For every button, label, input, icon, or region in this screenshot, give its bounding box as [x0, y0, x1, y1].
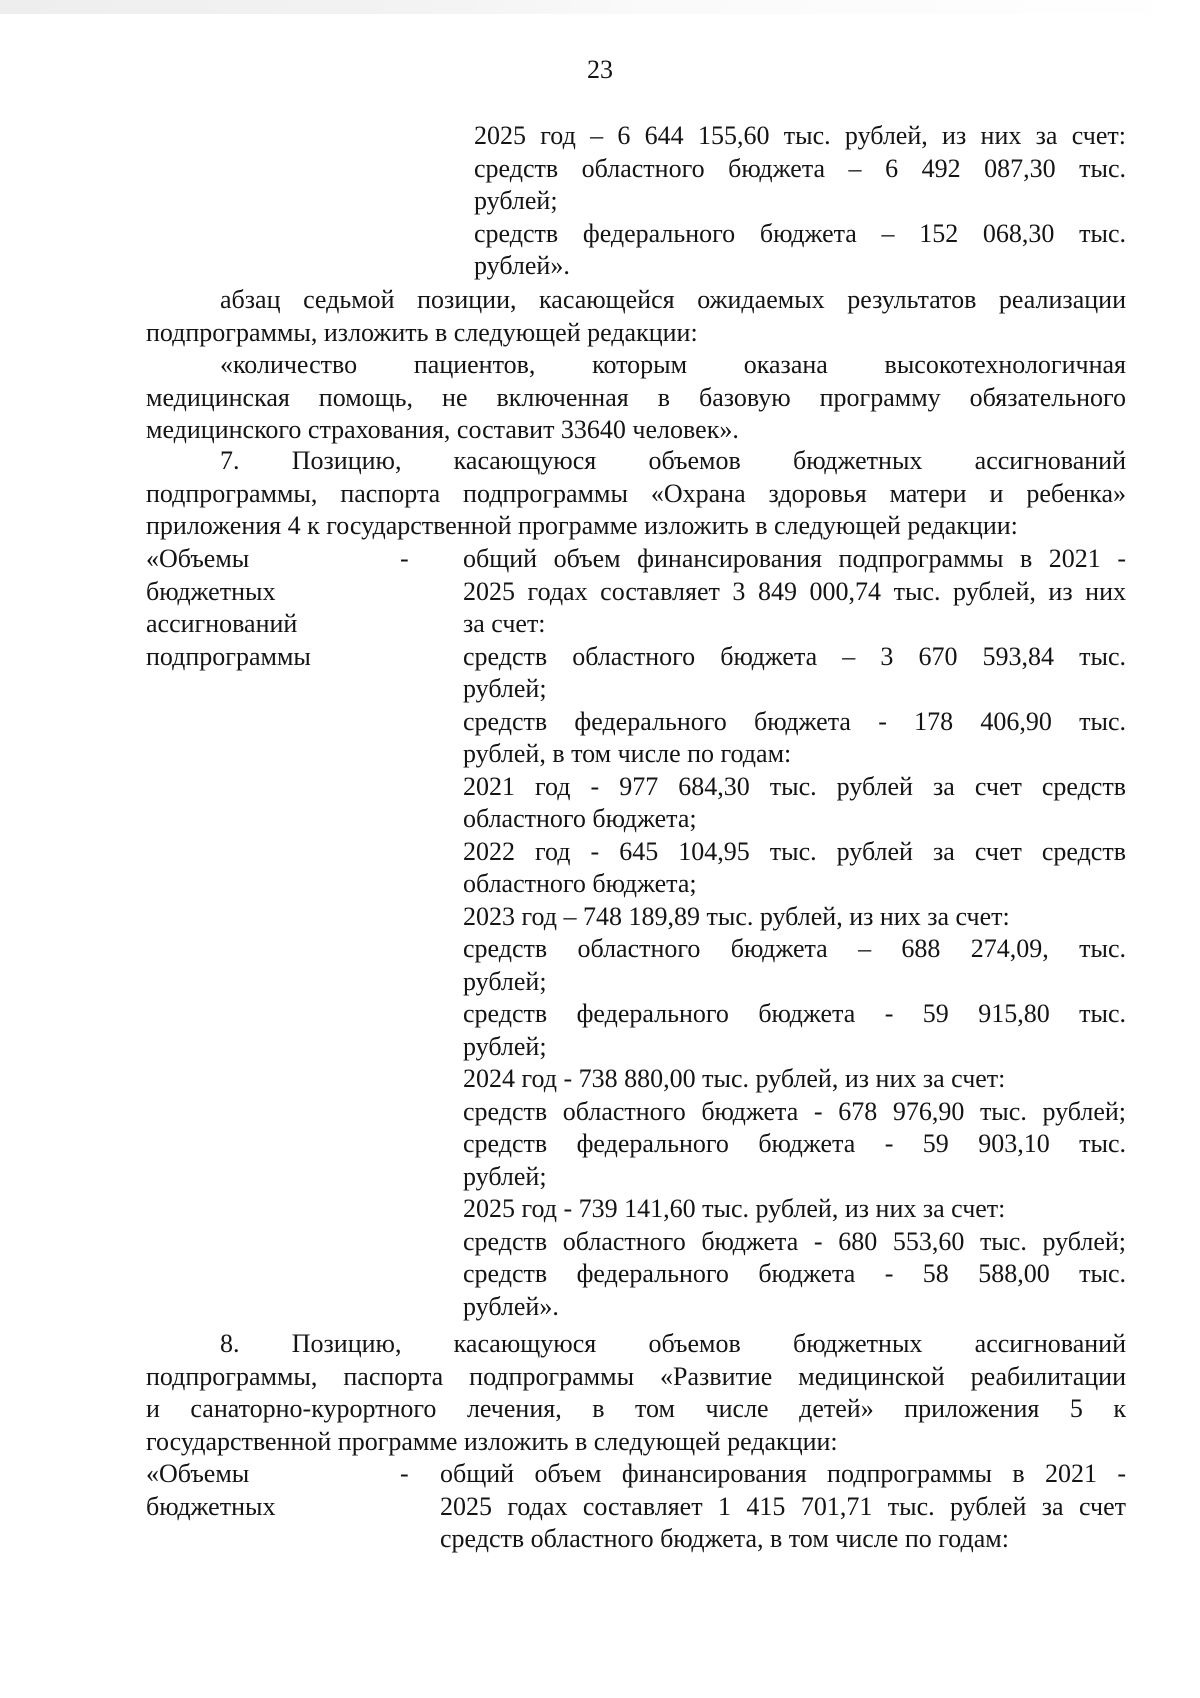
item-8-dash: -: [400, 1459, 409, 1488]
text-line: подпрограммы, паспорта подпрограммы «Развитие медицинской реабилитации: [146, 1361, 1126, 1391]
value-line: средств федерального бюджета - 58 588,00 тыс.: [463, 1259, 1126, 1288]
text-line: подпрограммы, изложить в следующей редакции:: [146, 317, 698, 347]
value-line: средств федерального бюджета - 59 903,10 тыс.: [463, 1129, 1126, 1158]
item-7-paragraph: [146, 445, 1126, 543]
value-line: 2025 годах составляет 3 849 000,74 тыс. рублей, из них: [463, 576, 1126, 606]
value-line: средств областного бюджета - 680 553,60 тыс. рублей;: [463, 1226, 1126, 1256]
value-line: рублей;: [463, 674, 547, 703]
value-line: общий объем финансирования подпрограммы в 2021 -: [440, 1459, 1126, 1488]
text-line: средств областного бюджета – 6 492 087,30 тыс.: [474, 153, 1126, 183]
label-line: подпрограммы: [146, 641, 311, 671]
label-line: бюджетных: [146, 1491, 276, 1521]
value-line: рублей, в том числе по годам:: [463, 739, 792, 768]
value-line: средств областного бюджета, в том числе по годам:: [440, 1524, 1009, 1553]
text-line: и санаторно-курортного лечения, в том числе детей» приложения 5 к: [146, 1394, 1126, 1423]
text-line: приложения 4 к государственной программе изложить в следующей редакции:: [146, 511, 1018, 540]
text-line: медицинского страхования, составит 33640 человек».: [146, 415, 739, 444]
expected-results-paragraph: [146, 284, 1126, 447]
text-line: 7. Позицию, касающуюся объемов бюджетных ассигнований: [220, 446, 1126, 475]
label-line: «Объемы: [146, 544, 250, 573]
value-line: средств федерального бюджета - 59 915,80 тыс.: [463, 999, 1126, 1028]
label-line: «Объемы: [146, 1459, 250, 1488]
page-number: 23: [587, 55, 613, 84]
value-line: средств областного бюджета – 688 274,09, тыс.: [463, 934, 1126, 963]
scan-artifact-top: [0, 0, 1200, 14]
value-line: 2025 год - 739 141,60 тыс. рублей, из них за счет:: [463, 1194, 1006, 1223]
text-line: государственной программе изложить в следующей редакции:: [146, 1426, 838, 1456]
value-line: средств областного бюджета – 3 670 593,84 тыс.: [463, 641, 1126, 671]
item-7-dash: -: [400, 544, 409, 573]
value-line: общий объем финансирования подпрограммы в 2021 -: [463, 544, 1126, 573]
value-line: средств областного бюджета - 678 976,90 тыс. рублей;: [463, 1096, 1126, 1126]
value-line: 2024 год - 738 880,00 тыс. рублей, из них за счет:: [463, 1064, 1006, 1093]
text-line: рублей».: [474, 251, 570, 280]
text-line: подпрограммы, паспорта подпрограммы «Охрана здоровья матери и ребенка»: [146, 478, 1126, 508]
label-line: ассигнований: [146, 609, 298, 638]
item-7-values: [463, 543, 1126, 1323]
text-line: 8. Позицию, касающуюся объемов бюджетных ассигнований: [220, 1329, 1126, 1358]
value-line: 2021 год - 977 684,30 тыс. рублей за счет средств: [463, 771, 1126, 801]
value-line: областного бюджета;: [463, 804, 697, 833]
text-line: медицинская помощь, не включенная в базовую программу обязательного: [146, 382, 1126, 412]
value-line: 2025 годах составляет 1 415 701,71 тыс. рублей за счет: [440, 1491, 1126, 1521]
text-line: «количество пациентов, которым оказана высокотехнологичная: [220, 350, 1126, 379]
text-line: средств федерального бюджета – 152 068,30 тыс.: [474, 218, 1126, 248]
value-line: 2022 год - 645 104,95 тыс. рублей за счет средств: [463, 836, 1126, 866]
item-8-label: [146, 1458, 275, 1523]
item-7-label: [146, 543, 311, 673]
value-line: областного бюджета;: [463, 869, 697, 898]
value-line: рублей;: [463, 1031, 547, 1061]
text-line: 2025 год – 6 644 155,60 тыс. рублей, из них за счет:: [474, 121, 1126, 150]
item-8-values: [440, 1458, 1126, 1556]
value-line: средств федерального бюджета - 178 406,90 тыс.: [463, 706, 1126, 736]
financing-2025-tail: [474, 120, 1126, 283]
value-line: рублей;: [463, 966, 547, 996]
value-line: за счет:: [463, 609, 546, 638]
item-8-paragraph: [146, 1328, 1126, 1458]
value-line: 2023 год – 748 189,89 тыс. рублей, из них за счет:: [463, 901, 1010, 931]
text-line: абзац седьмой позиции, касающейся ожидаемых результатов реализации: [220, 285, 1126, 314]
value-line: рублей;: [463, 1161, 547, 1191]
value-line: рублей».: [463, 1291, 559, 1321]
label-line: бюджетных: [146, 576, 276, 606]
text-line: рублей;: [474, 186, 558, 215]
